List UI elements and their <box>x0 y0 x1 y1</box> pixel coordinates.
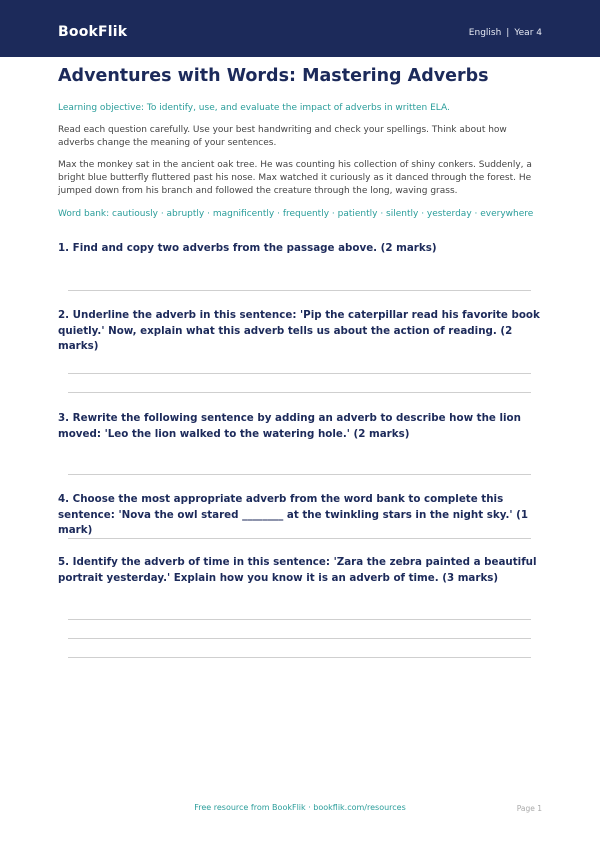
worksheet-intro <box>58 66 542 220</box>
page-title: Adventures with Words: Mastering Adverbs <box>58 66 489 86</box>
question-4: 4. Choose the most appropriate adverb from the word bank to complete this sentence: 'Nova the owl stared ________ at the twinkling stars in the night sky.' (1 mark) <box>58 493 529 536</box>
footer-text[interactable]: Free resource from BookFlik · bookflik.com/resources <box>194 803 406 812</box>
question-2: 2. Underline the adverb in this sentence: 'Pip the caterpillar read his favorite book quietly.' Now, explain what this adverb tells us about the action of reading. (2 marks) <box>58 309 540 352</box>
subject-breadcrumb <box>469 28 542 38</box>
reading-passage: Max the monkey sat in the ancient oak tree. He was counting his collection of shiny conkers. Suddenly, a bright blue butterfly fluttered past his nose. Max watched it curiously as it danced through the forest. He jumped down from his branch and followed the creature through the long, waving grass. <box>58 160 532 196</box>
answer-line[interactable] <box>68 373 531 374</box>
answer-line[interactable] <box>68 392 531 393</box>
header-bar <box>0 0 600 57</box>
instructions-text: Read each question carefully. Use your best handwriting and check your spellings. Think about how adverbs change the meaning of your sentences. <box>58 125 507 148</box>
brand-logo-text[interactable]: BookFlik <box>58 24 128 40</box>
answer-line[interactable] <box>68 538 531 539</box>
breadcrumb-separator: | <box>506 28 510 38</box>
page-number: Page 1 <box>516 804 542 813</box>
learning-objective: Learning objective: To identify, use, and evaluate the impact of adverbs in written ELA. <box>58 103 450 113</box>
question-5: 5. Identify the adverb of time in this sentence: 'Zara the zebra painted a beautiful portrait yesterday.' Explain how you know it is an adverb of time. (3 marks) <box>58 556 537 584</box>
answer-line[interactable] <box>68 638 531 639</box>
question-3: 3. Rewrite the following sentence by adding an adverb to describe how the lion moved: 'Leo the lion walked to the watering hole.' (2 marks) <box>58 412 521 440</box>
subject-label: English <box>468 28 502 38</box>
word-bank: Word bank: cautiously · abruptly · magnificently · frequently · patiently · silently · yesterday · everywhere <box>58 208 534 219</box>
answer-line[interactable] <box>68 290 531 291</box>
question-1: 1. Find and copy two adverbs from the passage above. (2 marks) <box>58 242 437 254</box>
year-label: Year 4 <box>514 28 542 38</box>
answer-line[interactable] <box>68 657 531 658</box>
answer-line[interactable] <box>68 619 531 620</box>
answer-line[interactable] <box>68 474 531 475</box>
